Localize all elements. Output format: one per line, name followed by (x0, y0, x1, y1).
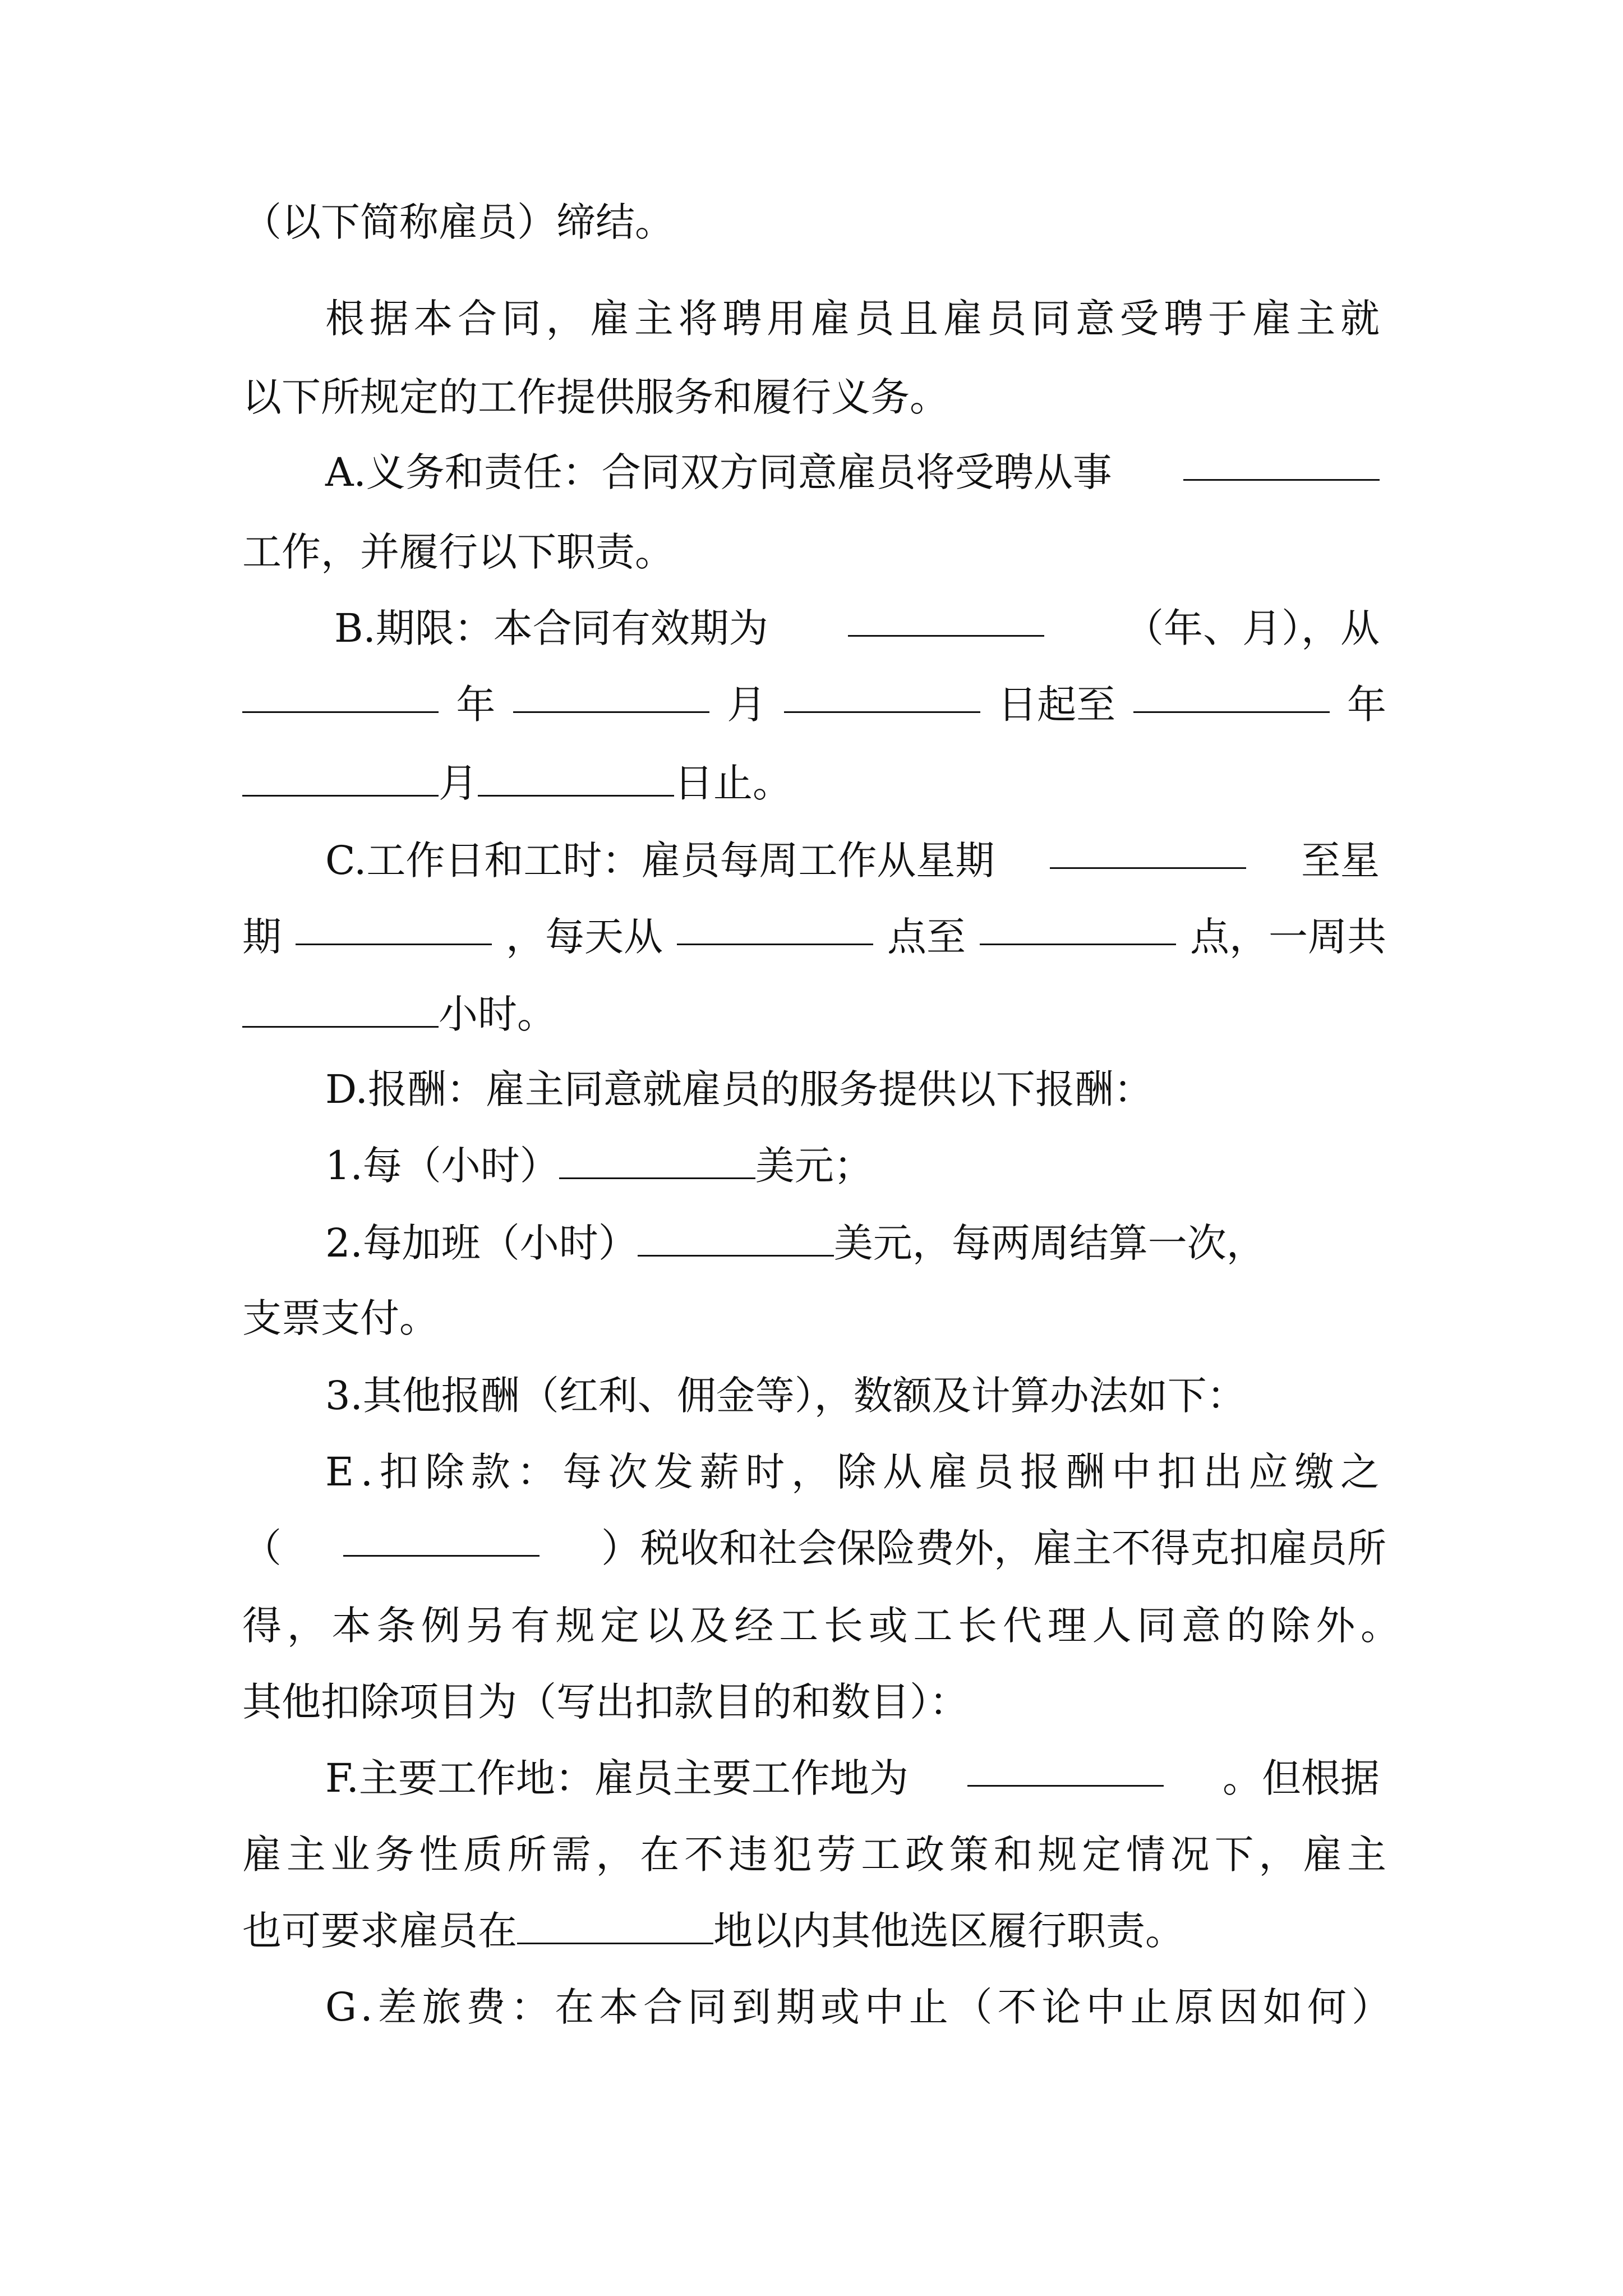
blank-end-day[interactable] (478, 763, 674, 797)
text-line (325, 1447, 1386, 1497)
blank-weekday-end[interactable] (296, 912, 492, 945)
clause-c-text: C.工作日和工时：雇员每周工作从星期 (325, 838, 995, 884)
line-text: 日起至 (998, 682, 1116, 728)
line-text: 以下所规定的工作提供服务和履行义务。 (242, 374, 949, 420)
text-line (242, 527, 674, 577)
line-text: 美元，每两周结算一次， (833, 1220, 1266, 1266)
text-line (242, 680, 1386, 729)
text-line (325, 294, 1385, 343)
blank-hourly-rate[interactable] (559, 1146, 755, 1179)
clause-f-text: F.主要工作地：雇员主要工作地为 (325, 1755, 909, 1801)
line-text: （年、月），从 (1124, 605, 1380, 651)
line-text: 2.每加班（小时） (325, 1220, 638, 1266)
line-text: 月 (439, 760, 478, 806)
text-line (242, 912, 1386, 961)
line-text: 日止。 (674, 760, 792, 806)
line-text: 地以内其他选区履行职责。 (713, 1908, 1184, 1954)
text-line (242, 1601, 1405, 1650)
line-text: 1.每（小时） (325, 1143, 559, 1189)
blank-start-year[interactable] (242, 680, 439, 713)
text-line (242, 1906, 1184, 1955)
text-line (242, 1830, 1391, 1879)
line-text: 点至 (887, 914, 966, 960)
line-text: ）税收和社会保险费外，雇主不得克扣雇员所 (601, 1525, 1386, 1571)
line-text: 也可要求雇员在 (242, 1908, 517, 1954)
text-line (325, 1371, 1246, 1420)
text-line (242, 372, 949, 422)
clause-g-text: G.差旅费：在本合同到期或中止（不论中止原因如何） (325, 1984, 1396, 2030)
text-line (325, 836, 1380, 885)
text-line (242, 990, 556, 1039)
line-text: 月 (727, 682, 767, 728)
clause-e-text: E.扣除款：每次发薪时，除从雇员报酬中扣出应缴之 (325, 1449, 1386, 1495)
line-text: （以下简称雇员）缔结。 (242, 199, 674, 245)
text-line (325, 1982, 1396, 2032)
clause-d-text: D.报酬：雇主同意就雇员的服务提供以下报酬： (325, 1066, 1153, 1112)
line-text: 3.其他报酬（红利、佣金等），数额及计算办法如下： (325, 1373, 1246, 1419)
line-text: 点，一周共 (1190, 914, 1386, 960)
clause-b-text: B.期限：本合同有效期为 (334, 605, 768, 651)
text-line (325, 1141, 873, 1190)
text-line (334, 604, 1380, 653)
blank-weekly-hours[interactable] (242, 995, 439, 1028)
blank-hour-start[interactable] (677, 912, 873, 945)
text-line (242, 1294, 439, 1343)
line-text: 雇主业务性质所需，在不违犯劳工政策和规定情况下，雇主 (242, 1832, 1391, 1878)
line-text: 至星 (1301, 838, 1380, 884)
blank-overtime-rate[interactable] (638, 1223, 834, 1257)
line-text: 美元； (755, 1143, 873, 1189)
blank-end-year[interactable] (1133, 680, 1330, 713)
text-line (242, 758, 792, 808)
line-text: 小时。 (439, 991, 556, 1037)
line-text: 年 (456, 682, 496, 728)
line-text: 年 (1347, 682, 1386, 728)
blank-work-region[interactable] (517, 1911, 713, 1944)
line-text: 工作，并履行以下职责。 (242, 529, 674, 575)
blank-workplace[interactable] (967, 1754, 1164, 1787)
blank-hour-end[interactable] (980, 912, 1176, 945)
blank-weekday-start[interactable] (1050, 836, 1246, 869)
blank-job-title[interactable] (1183, 448, 1380, 481)
line-text: 得，本条例另有规定以及经工长或工长代理人同意的除外。 (242, 1603, 1405, 1649)
blank-start-month[interactable] (513, 680, 709, 713)
blank-term-length[interactable] (848, 604, 1044, 637)
line-text: 根据本合同，雇主将聘用雇员且雇员同意受聘于雇主就 (325, 296, 1385, 342)
blank-start-day[interactable] (784, 680, 980, 713)
text-line (325, 1065, 1153, 1114)
line-text: 。但根据 (1222, 1755, 1380, 1801)
text-line (242, 1677, 969, 1727)
line-text: 支票支付。 (242, 1295, 439, 1341)
text-line (325, 1218, 1266, 1268)
text-line (325, 448, 1380, 497)
text-line (325, 1754, 1380, 1803)
line-text: （ (242, 1525, 282, 1571)
line-text: ，每天从 (506, 914, 663, 960)
text-line (242, 1524, 1386, 1573)
line-text: 其他扣除项目为（写出扣款目的和数目）： (242, 1679, 969, 1725)
text-line (242, 197, 674, 247)
blank-end-month[interactable] (242, 763, 439, 797)
blank-tax-type[interactable] (343, 1524, 540, 1557)
clause-a-text: A.义务和责任：合同双方同意雇员将受聘从事 (325, 449, 1112, 495)
line-text: 期 (242, 914, 282, 960)
